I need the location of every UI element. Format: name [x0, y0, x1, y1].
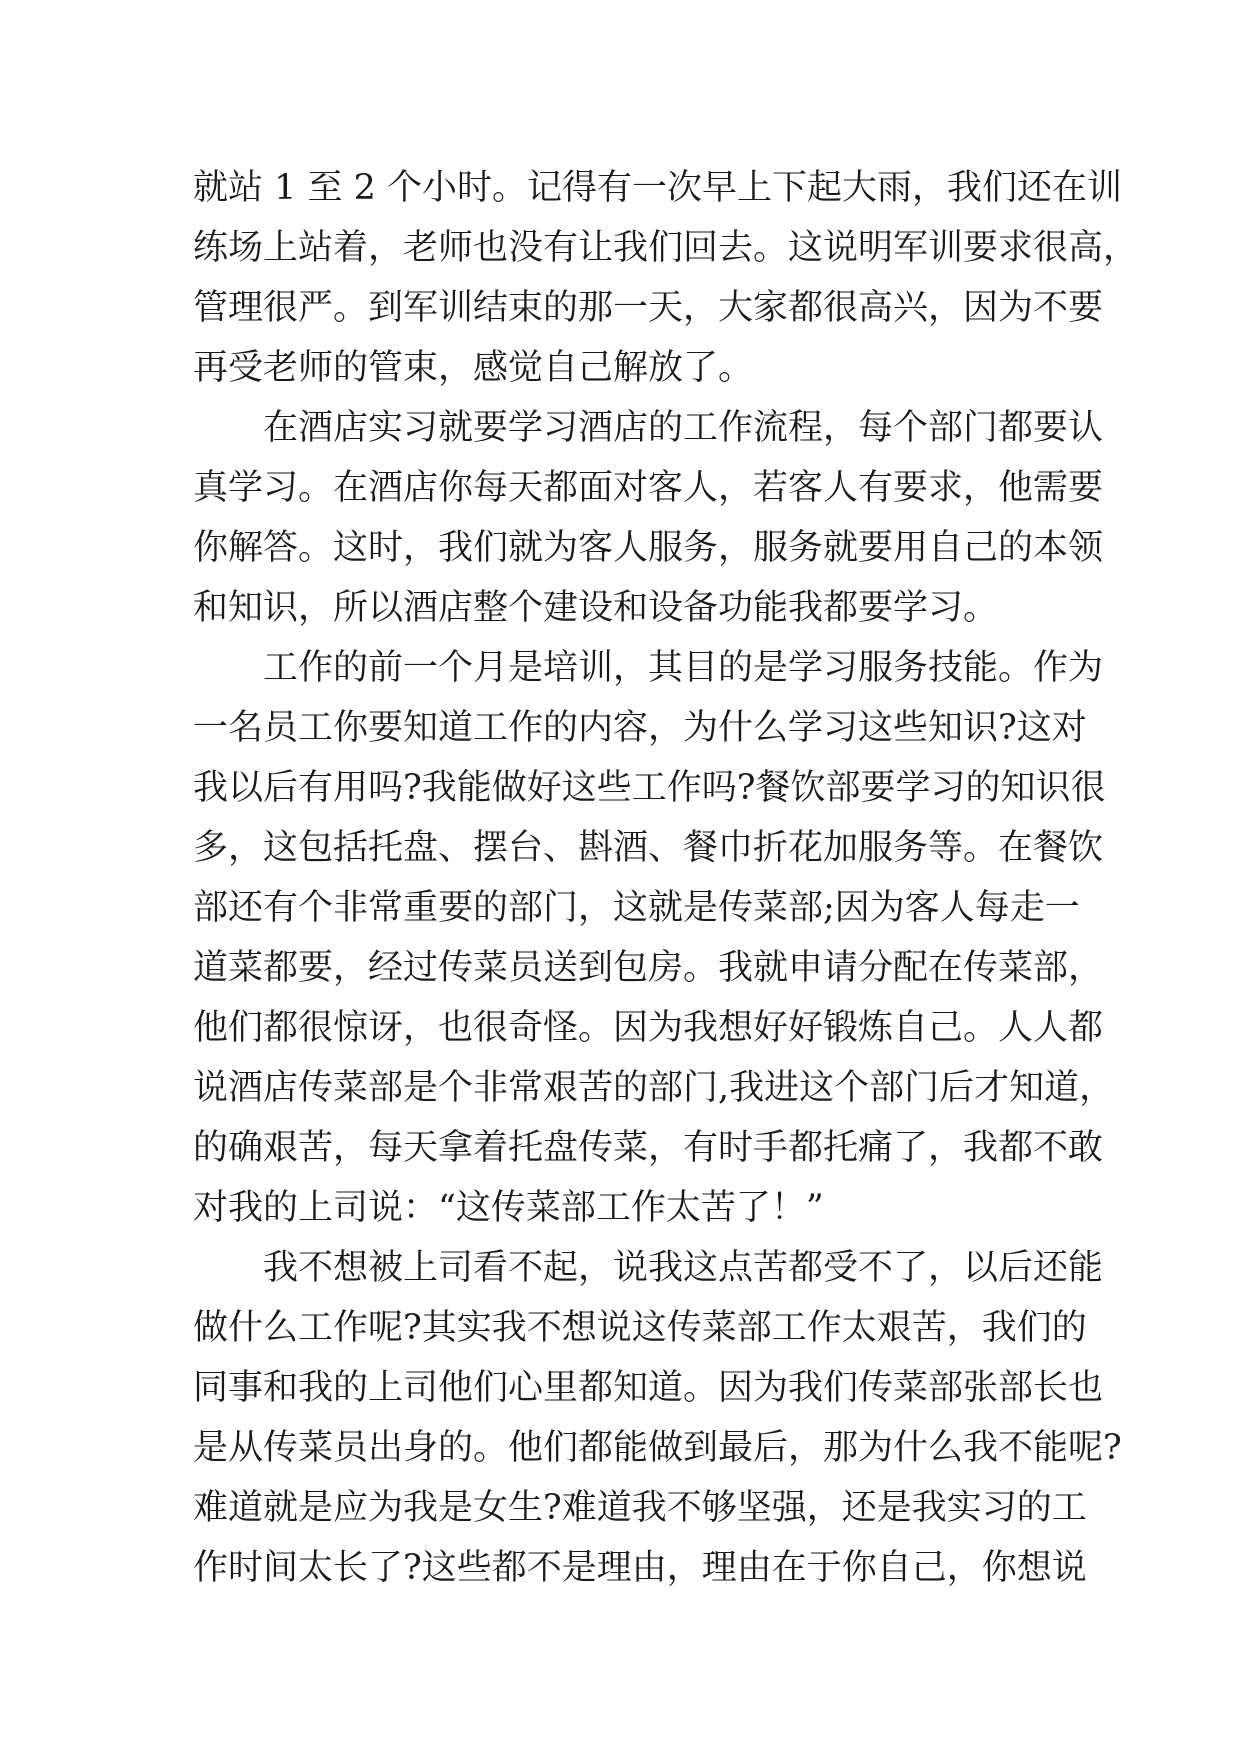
text-line: 他们都很惊讶，也很奇怪。因为我想好好锻炼自己。人人都 — [193, 1008, 1104, 1048]
text-line-paragraph-end: 对我的上司说：“这传菜部工作太苦了！” — [193, 1188, 824, 1228]
text-line: 作时间太长了?这些都不是理由，理由在于你自己，你想说 — [193, 1548, 1087, 1588]
text-line: 我以后有用吗?我能做好这些工作吗?餐饮部要学习的知识很 — [193, 768, 1106, 808]
text-line-paragraph-end: 和知识，所以酒店整个建设和设备功能我都要学习。 — [193, 588, 999, 628]
text-line: 说酒店传菜部是个非常艰苦的部门,我进这个部门后才知道， — [193, 1068, 1115, 1108]
text-line-paragraph-end: 再受老师的管束，感觉自己解放了。 — [193, 348, 754, 388]
text-line: 部还有个非常重要的部门，这就是传菜部;因为客人每走一 — [193, 888, 1080, 928]
text-line: 道菜都要，经过传菜员送到包房。我就申请分配在传菜部， — [193, 948, 1104, 988]
body-text — [193, 158, 1139, 1598]
text-line: 你解答。这时，我们就为客人服务，服务就要用自己的本领 — [193, 528, 1104, 568]
text-line: 多，这包括托盘、摆台、斟酒、餐巾折花加服务等。在餐饮 — [193, 828, 1104, 868]
text-line: 的确艰苦，每天拿着托盘传菜，有时手都托痛了，我都不敢 — [193, 1128, 1104, 1168]
text-line: 真学习。在酒店你每天都面对客人，若客人有要求，他需要 — [193, 468, 1104, 508]
text-line-paragraph-start: 我不想被上司看不起，说我这点苦都受不了，以后还能 — [263, 1248, 1104, 1288]
text-line-paragraph-start: 工作的前一个月是培训，其目的是学习服务技能。作为 — [263, 648, 1104, 688]
text-line: 同事和我的上司他们心里都知道。因为我们传菜部张部长也 — [193, 1368, 1104, 1408]
text-line: 练场上站着，老师也没有让我们回去。这说明军训要求很高， — [193, 228, 1139, 268]
text-line: 就站 1 至 2 个小时。记得有一次早上下起大雨，我们还在训 — [193, 168, 1123, 208]
text-line: 一名员工你要知道工作的内容，为什么学习这些知识?这对 — [193, 708, 1087, 748]
text-line-paragraph-start: 在酒店实习就要学习酒店的工作流程，每个部门都要认 — [263, 408, 1104, 448]
text-line: 难道就是应为我是女生?难道我不够坚强，还是我实习的工 — [193, 1488, 1087, 1528]
text-line: 做什么工作呢?其实我不想说这传菜部工作太艰苦，我们的 — [193, 1308, 1087, 1348]
text-line: 是从传菜员出身的。他们都能做到最后，那为什么我不能呢? — [193, 1428, 1122, 1468]
text-line: 管理很严。到军训结束的那一天，大家都很高兴，因为不要 — [193, 288, 1104, 328]
